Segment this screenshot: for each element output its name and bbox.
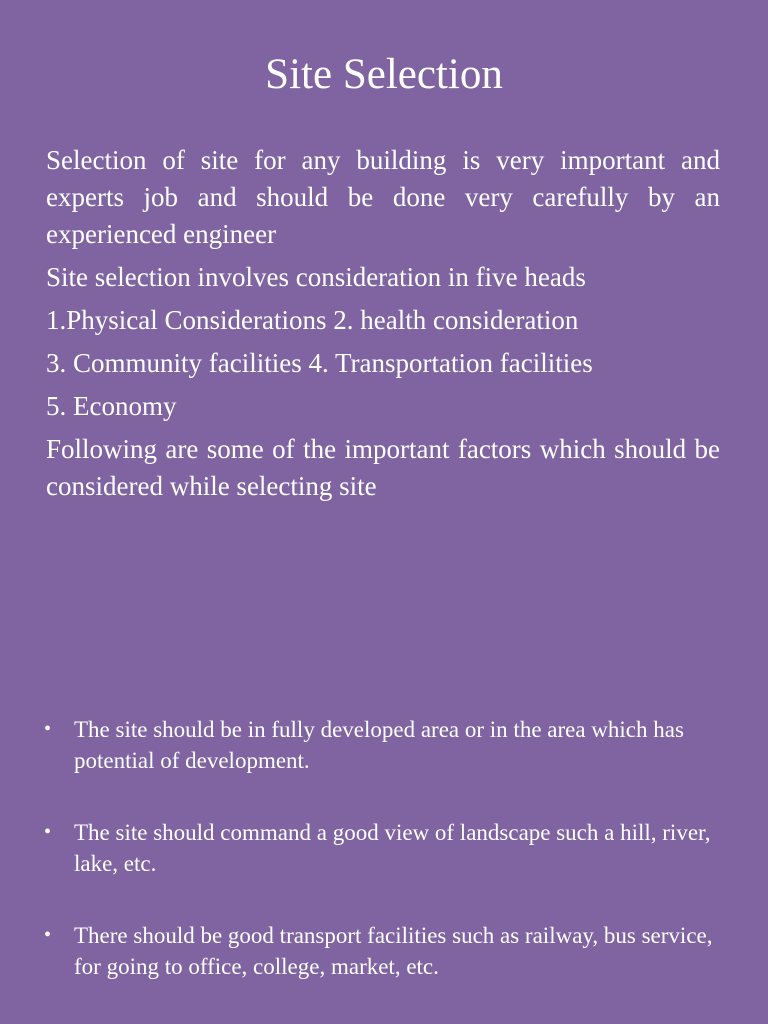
bullet-icon: • (44, 924, 52, 946)
paragraph-head-5: 5. Economy (46, 391, 177, 421)
paragraph-heads-3-4: 3. Community facilities 4. Transportation facilities (46, 348, 593, 378)
bullet-icon: • (44, 821, 52, 843)
list-item-text: The site should command a good view of landscape such a hill, river, lake, etc. (74, 820, 711, 876)
paragraph-five-heads: Site selection involves consideration in five heads (46, 262, 586, 292)
paragraph-intro: Selection of site for any building is very important and experts job and should be done very carefully by an experienced engineer (46, 145, 720, 249)
list-item (44, 920, 734, 982)
list-item (44, 714, 734, 776)
list-item-text: The site should be in fully developed area or in the area which has potential of development. (74, 717, 684, 773)
list-item-text: There should be good transport facilities such as railway, bus service, for going to office, college, market, etc. (74, 923, 713, 979)
factor-list (44, 714, 734, 1023)
paragraph-heads-1-2: 1.Physical Considerations 2. health consideration (46, 305, 579, 335)
slide-title: Site Selection (265, 51, 503, 98)
list-item (44, 817, 734, 879)
body-text (46, 142, 720, 511)
bullet-icon: • (44, 718, 52, 740)
paragraph-factors-intro: Following are some of the important factors which should be considered while selecting site (46, 434, 720, 501)
